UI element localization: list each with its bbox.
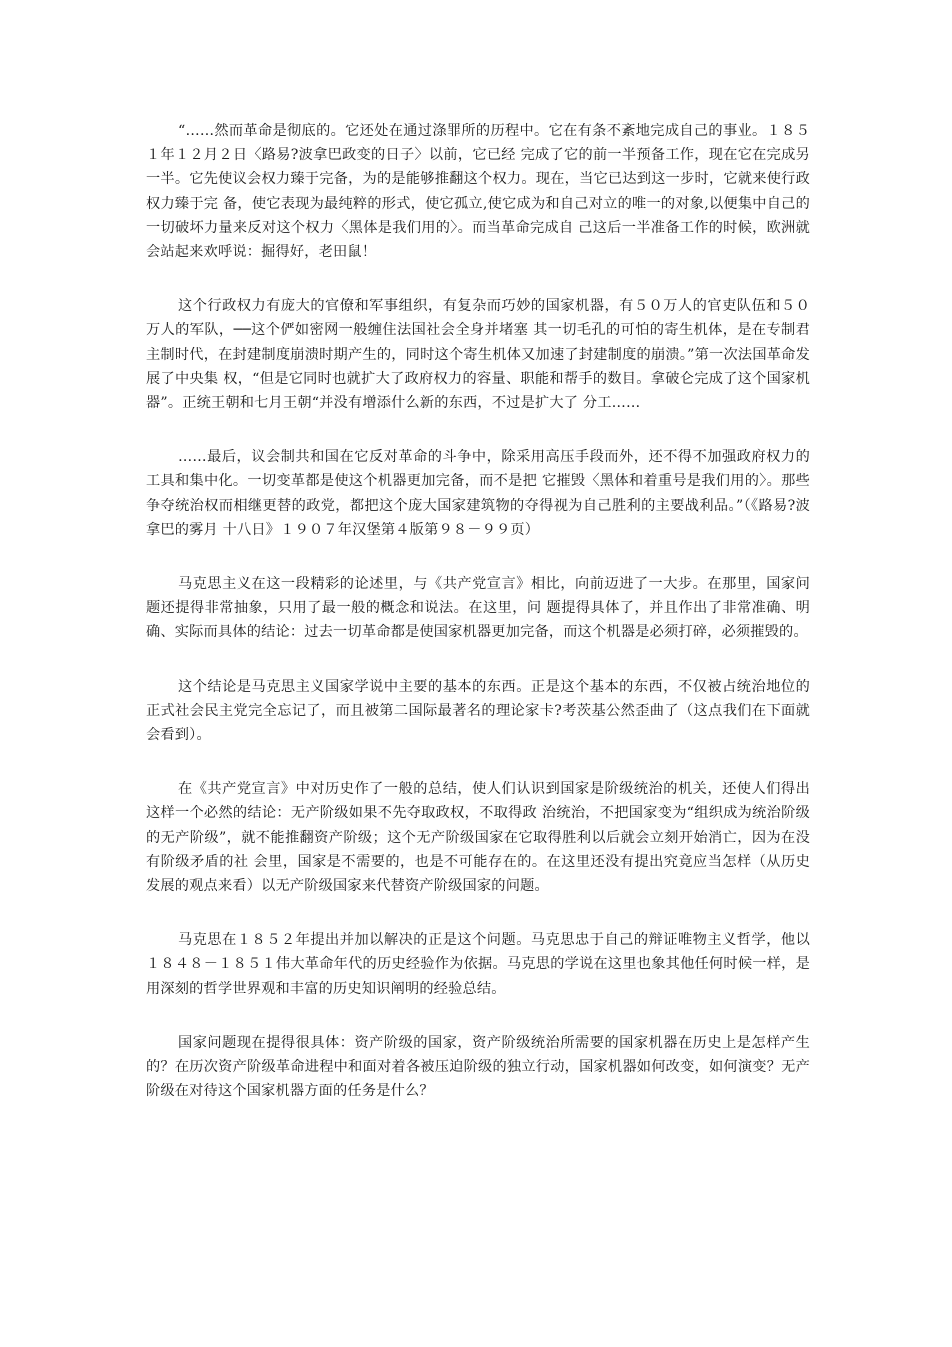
paragraph-2: 这个行政权力有庞大的官僚和军事组织，有复杂而巧妙的国家机器，有５０万人的官吏队伍和５０万人的军队，──这个俨如密网一般缠住法国社会全身并堵塞 其一切毛孔的可怕的寄生机体，是在专制君主制时代，在封建制度崩溃时期产生的，同时这个寄生机体又加速了封建制度的崩溃。”第一次法国革命发展了中央集 权，“但是它同时也就扩大了政府权力的容量、职能和帮手的数目。拿破仑完成了这个国家机器”。正统王朝和七月王朝“并没有增添什么新的东西，不过是扩大了 分工…… [146, 298, 810, 412]
document-body [146, 119, 810, 1134]
paragraph-6: 在《共产党宣言》中对历史作了一般的总结，使人们认识到国家是阶级统治的机关，还使人们得出这样一个必然的结论：无产阶级如果不先夺取政权，不取得政 治统治，不把国家变为“组织成为统治阶级的无产阶级”，就不能推翻资产阶级；这个无产阶级国家在它取得胜利以后就会立刻开始消亡，因为在没有阶级矛盾的社 会里，国家是不需要的，也是不可能存在的。在这里还没有提出究竟应当怎样（从历史发展的观点来看）以无产阶级国家来代替资产阶级国家的问题。 [146, 781, 810, 895]
paragraph-3: ……最后，议会制共和国在它反对革命的斗争中，除采用高压手段而外，还不得不加强政府权力的工具和集中化。一切变革都是使这个机器更加完备，而不是把 它摧毁〈黑体和着重号是我们用的〉。那些争夺统治权而相继更替的政党，都把这个庞大国家建筑物的夺得视为自己胜利的主要战利品。”（《路易?波拿巴的雾月 十八日》１９０７年汉堡第４版第９８－９９页） [146, 449, 810, 538]
paragraph-4: 马克思主义在这一段精彩的论述里，与《共产党宣言》相比，向前迈进了一大步。在那里，国家问题还提得非常抽象，只用了最一般的概念和说法。在这里，问 题提得具体了，并且作出了非常准确、明确、实际而具体的结论：过去一切革命都是使国家机器更加完备，而这个机器是必须打碎，必须摧毁的。 [146, 576, 810, 641]
paragraph-1: “……然而革命是彻底的。它还处在通过涤罪所的历程中。它在有条不紊地完成自己的事业。１８５１年１２月２日〈路易?波拿巴政变的日子〉以前，它已经 完成了它的前一半预备工作，现在它在完成另一半。它先使议会权力臻于完备，为的是能够推翻这个权力。现在，当它已达到这一步时，它就来使行政权力臻于完 备，使它表现为最纯粹的形式，使它孤立,使它成为和自己对立的唯一的对象,以便集中自己的一切破坏力量来反对这个权力〈黑体是我们用的〉。而当革命完成自 己这后一半准备工作的时候，欧洲就会站起来欢呼说：掘得好，老田鼠！ [146, 123, 810, 261]
paragraph-7: 马克思在１８５２年提出并加以解决的正是这个问题。马克思忠于自己的辩证唯物主义哲学，他以１８４８－１８５１伟大革命年代的历史经验作为依据。马克思的学说在这里也象其他任何时候一样，是用深刻的哲学世界观和丰富的历史知识阐明的经验总结。 [146, 932, 810, 997]
paragraph-5: 这个结论是马克思主义国家学说中主要的基本的东西。正是这个基本的东西，不仅被占统治地位的正式社会民主党完全忘记了，而且被第二国际最著名的理论家卡?考茨基公然歪曲了（这点我们在下面就会看到）。 [146, 678, 810, 744]
paragraph-8: 国家问题现在提得很具体：资产阶级的国家，资产阶级统治所需要的国家机器在历史上是怎样产生的？在历次资产阶级革命进程中和面对着各被压迫阶级的独立行动，国家机器如何改变，如何演变？无产阶级在对待这个国家机器方面的任务是什么？ [146, 1034, 810, 1100]
